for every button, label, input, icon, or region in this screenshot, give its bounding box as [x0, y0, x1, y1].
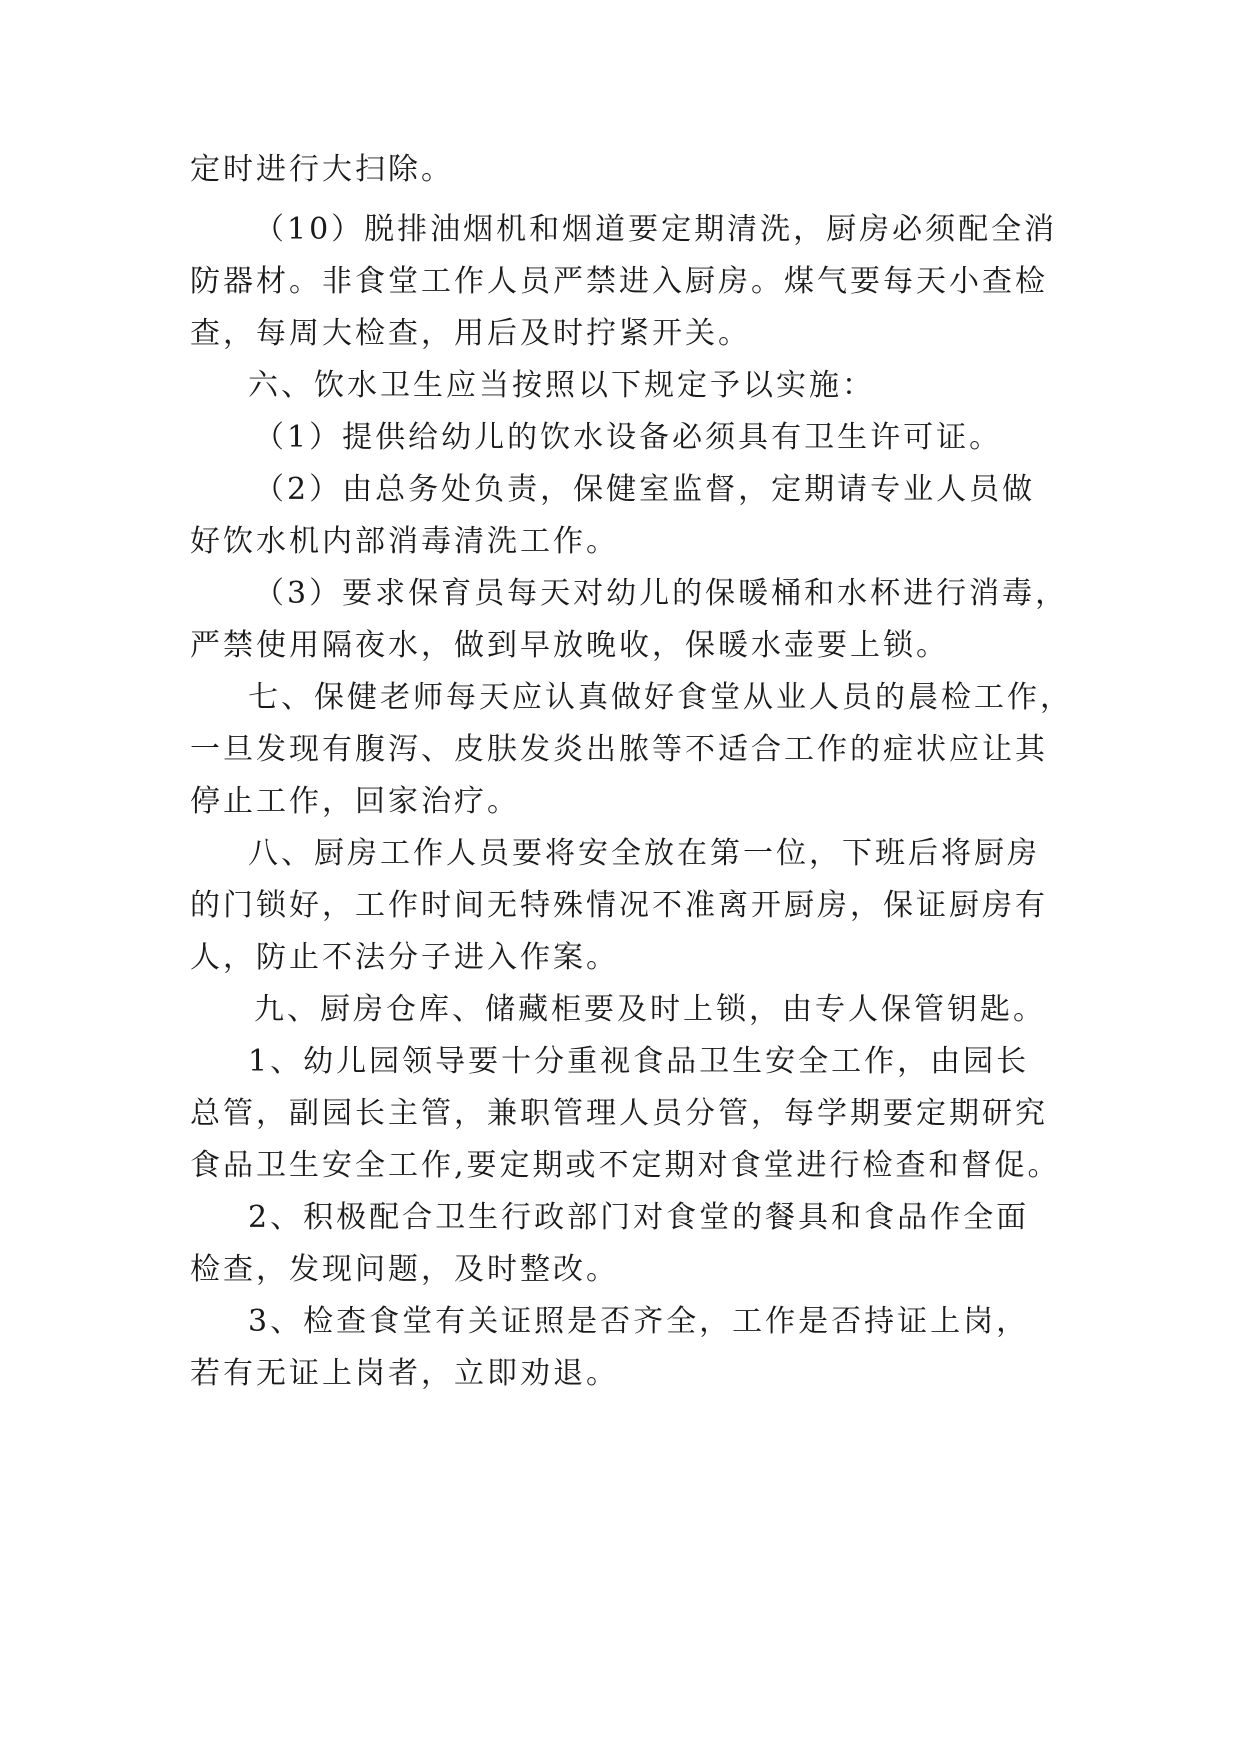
text-line: 严禁使用隔夜水，做到早放晚收，保暖水壶要上锁。 [190, 628, 949, 663]
text-line: 查，每周大检查，用后及时拧紧开关。 [190, 316, 751, 351]
text-line: 2、积极配合卫生行政部门对食堂的餐具和食品作全面 [248, 1200, 1030, 1235]
text-line: 人，防止不法分子进入作案。 [190, 940, 619, 975]
text-line: 若有无证上岗者，立即劝退。 [190, 1356, 619, 1391]
text-line: 防器材。非食堂工作人员严禁进入厨房。煤气要每天小查检 [190, 264, 1048, 299]
text-line: 停止工作，回家治疗。 [190, 784, 520, 819]
text-line: 好饮水机内部消毒清洗工作。 [190, 524, 619, 559]
text-line: 六、饮水卫生应当按照以下规定予以实施： [248, 368, 875, 403]
text-line: 八、厨房工作人员要将安全放在第一位，下班后将厨房 [248, 836, 1040, 871]
text-line: （10）脱排油烟机和烟道要定期清洗，厨房必须配全消 [254, 212, 1058, 247]
text-line: 总管，副园长主管，兼职管理人员分管，每学期要定期研究 [190, 1096, 1048, 1131]
text-line: 一旦发现有腹泻、皮肤发炎出脓等不适合工作的症状应让其 [190, 732, 1048, 767]
text-line: （1）提供给幼儿的饮水设备必须具有卫生许可证。 [254, 420, 1003, 455]
text-line: 定时进行大扫除。 [190, 152, 454, 187]
text-line: 检查，发现问题，及时整改。 [190, 1252, 619, 1287]
text-line: 3、检查食堂有关证照是否齐全，工作是否持证上岗， [248, 1304, 1030, 1339]
text-line: 食品卫生安全工作,要定期或不定期对食堂进行检查和督促。 [190, 1148, 1061, 1183]
text-line: 1、幼儿园领导要十分重视食品卫生安全工作，由园长 [248, 1044, 1030, 1079]
text-line: 七、保健老师每天应认真做好食堂从业人员的晨检工作， [248, 680, 1073, 715]
text-line: 九、厨房仓库、储藏柜要及时上锁，由专人保管钥匙。 [254, 992, 1046, 1027]
text-line: （2）由总务处负责，保健室监督，定期请专业人员做 [254, 472, 1036, 507]
text-line: （3）要求保育员每天对幼儿的保暖桶和水杯进行消毒， [254, 576, 1069, 611]
text-line: 的门锁好，工作时间无特殊情况不准离开厨房，保证厨房有 [190, 888, 1048, 923]
